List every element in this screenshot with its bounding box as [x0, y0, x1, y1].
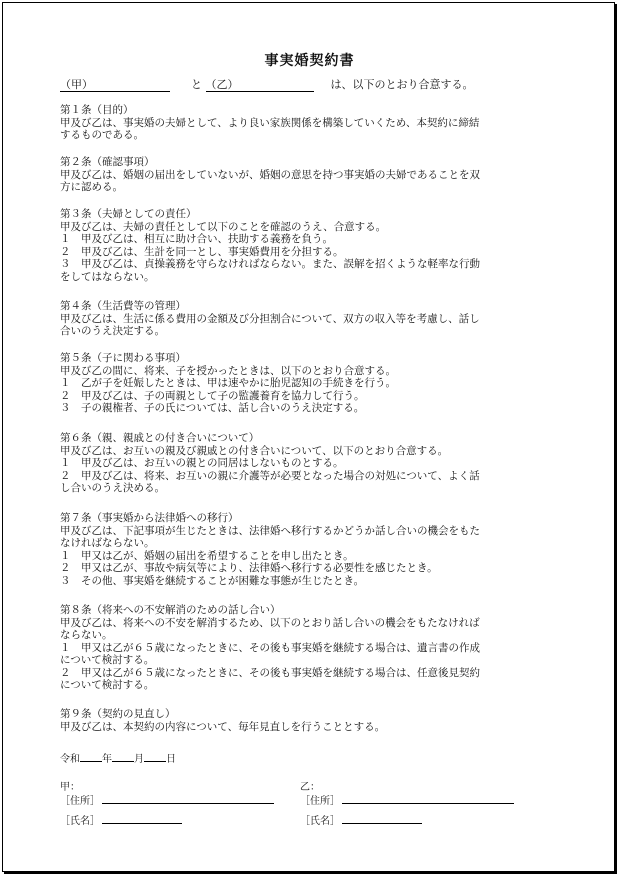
party-a-sig-label: 甲：: [60, 782, 80, 793]
article-heading: 第６条（親、親戚との付き合いについて）: [60, 432, 260, 444]
address-label: ［住所］: [60, 796, 100, 807]
article-line: 甲及び乙は、生活に係る費用の金額及び分担割合について、双方の収入等を考慮し、話し: [60, 312, 480, 325]
article-line: 甲及び乙は、将来への不安を解消するため、以下のとおり話し合いの機会をもたなければ: [60, 616, 480, 629]
name-label: ［氏名］: [60, 816, 100, 827]
article-line: するものである。: [60, 129, 144, 141]
party-a-address-field[interactable]: [102, 793, 274, 804]
article-3: [60, 208, 560, 283]
party-b-sig-label: 乙：: [300, 782, 320, 793]
party-b-name-row: [300, 812, 422, 827]
year-blank[interactable]: [80, 751, 102, 762]
article-line: ２ 甲及び乙は、子の両親として子の監護養育を協力して行う。: [60, 389, 365, 402]
date-year: 年: [102, 754, 112, 765]
intro-suffix: は、以下のとおり合意する。: [330, 78, 474, 91]
article-line: ３ その他、事実婚を継続することが困難な事態が生じたとき。: [60, 574, 365, 587]
article-line: 甲及び乙は、お互いの親及び親戚との付き合いについて、以下のとおり合意する。: [60, 444, 449, 457]
party-a-name-row: [60, 812, 182, 827]
month-blank[interactable]: [112, 751, 134, 762]
article-line: 方に認める。: [60, 181, 123, 193]
article-heading: 第９条（契約の見直し）: [60, 708, 176, 720]
article-line: １ 乙が子を妊娠したときは、甲は速やかに胎児認知の手続きを行う。: [60, 377, 396, 389]
article-8: [60, 604, 560, 692]
day-blank[interactable]: [144, 751, 166, 762]
article-line: について検討する。: [60, 679, 155, 691]
party-b-label: （乙）: [205, 78, 239, 91]
article-heading: 第５条（子に関わる事項）: [60, 352, 186, 364]
article-line: 甲及び乙は、婚姻の届出をしていないが、婚姻の意思を持つ事実婚の夫婦であることを双: [60, 168, 480, 181]
party-a-name-field[interactable]: [102, 813, 182, 824]
article-line: をしてはならない。: [60, 270, 155, 283]
article-line: ３ 子の親権者、子の氏については、話し合いのうえ決定する。: [60, 402, 365, 414]
party-b-address-field[interactable]: [342, 793, 514, 804]
date-day: 日: [166, 754, 176, 765]
article-line: 甲及び乙の間に、将来、子を授かったときは、以下のとおり合意する。: [60, 364, 396, 377]
article-line: ２ 甲及び乙は、将来、お互いの親に介護等が必要となった場合の対処について、よく話: [60, 469, 480, 482]
article-line: 甲及び乙は、夫婦の責任として以下のことを確認のうえ、合意する。: [60, 220, 387, 233]
article-line: １ 甲及び乙は、相互に助け合い、扶助する義務を負う。: [60, 233, 333, 245]
article-heading: 第３条（夫婦としての責任）: [60, 208, 197, 220]
article-line: ならない。: [60, 629, 113, 641]
date-line: [60, 750, 176, 765]
article-heading: 第２条（確認事項）: [60, 156, 155, 168]
article-5: [60, 352, 560, 415]
article-line: ２ 甲及び乙は、生計を同一とし、事実婚費用を分担する。: [60, 245, 344, 258]
article-line: １ 甲及び乙は、お互いの親との同居はしないものとする。: [60, 457, 344, 469]
article-4: [60, 300, 560, 338]
party-a-blank: [60, 78, 170, 92]
article-heading: 第４条（生活費等の管理）: [60, 300, 186, 312]
party-b-blank: [206, 78, 314, 92]
name-label: ［氏名］: [300, 816, 340, 827]
article-line: し合いのうえ決める。: [60, 482, 165, 494]
article-line: １ 甲又は乙が、婚姻の届出を希望することを申し出たとき。: [60, 549, 354, 562]
party-b-address-row: [300, 792, 514, 807]
article-line: ２ 甲又は乙が、事故や病気等により、法律婚へ移行する必要性を感じたとき。: [60, 562, 438, 574]
article-heading: 第７条（事実婚から法律婚への移行）: [60, 512, 239, 524]
article-line: 甲及び乙は、事実婚の夫婦として、より良い家族関係を構築していくため、本契約に締結: [60, 116, 480, 129]
article-9: [60, 708, 560, 733]
party-a-address-row: [60, 792, 274, 807]
article-heading: 第１条（目的）: [60, 104, 134, 116]
article-1: [60, 104, 560, 142]
article-line: ３ 甲及び乙は、貞操義務を守らなければならない。また、誤解を招くような軽率な行動: [60, 258, 480, 270]
article-2: [60, 156, 560, 194]
article-line: なければならない。: [60, 537, 155, 549]
article-heading: 第８条（将来への不安解消のための話し合い）: [60, 604, 281, 616]
article-7: [60, 512, 560, 587]
article-line: について検討する。: [60, 654, 155, 666]
address-label: ［住所］: [300, 796, 340, 807]
article-line: 合いのうえ決定する。: [60, 325, 165, 337]
party-a-label: （甲）: [60, 78, 93, 91]
date-era: 令和: [60, 754, 80, 765]
article-6: [60, 432, 560, 495]
intro-line: [60, 76, 474, 92]
connector-text: と: [191, 78, 202, 91]
party-b-name-field[interactable]: [342, 813, 422, 824]
date-month: 月: [134, 754, 144, 765]
article-line: １ 甲又は乙が６５歳になったときに、その後も事実婚を継続する場合は、遺言書の作成: [60, 641, 480, 654]
article-line: 甲及び乙は、本契約の内容について、毎年見直しを行うこととする。: [60, 720, 386, 733]
document-title: 事実婚契約書: [264, 53, 355, 69]
article-line: 甲及び乙は、下記事項が生じたときは、法律婚へ移行するかどうか話し合いの機会をもた: [60, 524, 480, 537]
article-line: ２ 甲又は乙が６５歳になったときに、その後も事実婚を継続する場合は、任意後見契約: [60, 666, 480, 679]
